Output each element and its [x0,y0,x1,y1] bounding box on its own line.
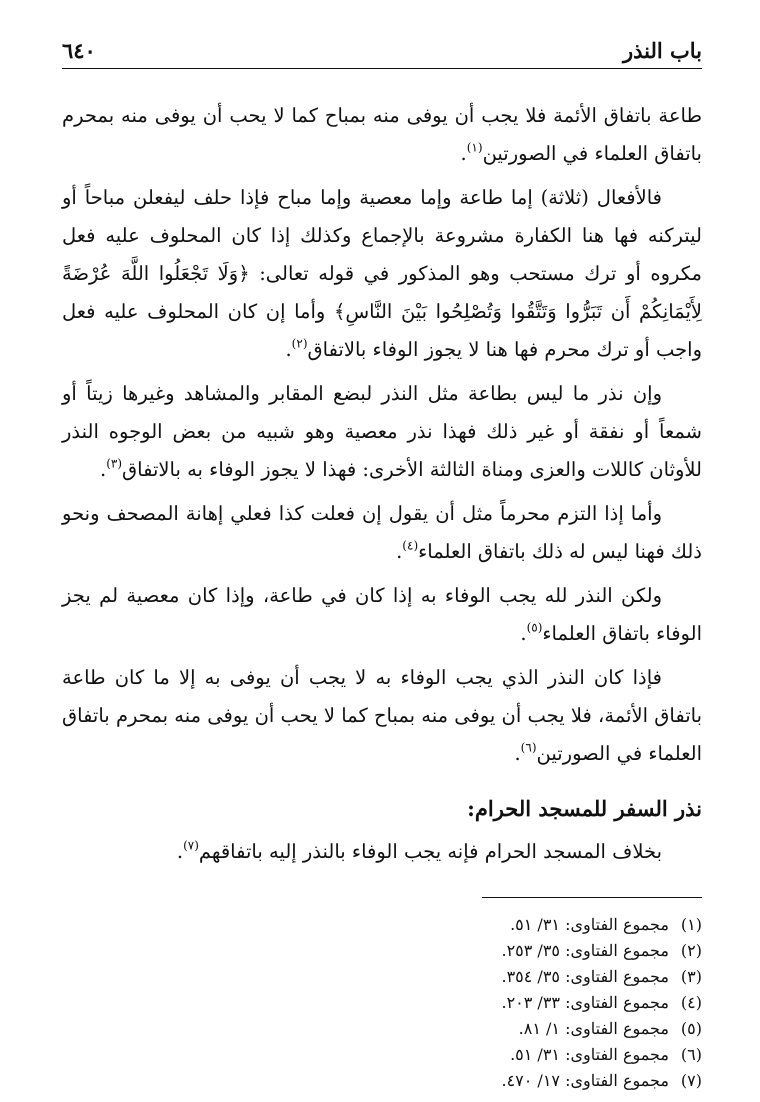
footnote-item [62,990,702,1016]
paragraph-text: فإذا كان النذر الذي يجب الوفاء به لا يجب أن يوفى به إلا ما كان طاعة باتفاق الأئمة، فلا يجب أن يوفى منه بمباح كما لا يحب أن يوفى منه بمحرم باتفاق العلماء في الصورتين [62,666,702,765]
footnote-text: مجموع الفتاوى: ٣٥/ ٢٥٣. [501,941,669,960]
footnote-list [62,912,702,1094]
footnote-text: مجموع الفتاوى: ٣٣/ ٢٠٣. [501,993,669,1012]
footnote-ref[interactable]: (٢) [291,336,308,351]
footnote-ref[interactable]: (٤) [402,538,419,553]
paragraph-text: فالأفعال (ثلاثة) إما طاعة وإما معصية وإما مباح فإذا حلف ليفعلن مباحاً أو ليتركنه فها هنا الكفارة مشروعة بالإجماع وكذلك إذا كان المحلوف عليه فعل مكروه أو ترك مستحب وهو المذكور في قوله تعالى: [62,186,702,285]
section-paragraph [62,833,702,871]
paragraph-6 [62,659,702,773]
paragraph-1 [62,97,702,173]
footnote-number: (٥) [680,1019,702,1038]
paragraph-text: وأما إذا التزم محرماً مثل أن يقول إن فعلت كذا فعلي إهانة المصحف ونحو ذلك فهنا ليس له ذلك باتفاق العلماء [62,502,702,563]
footnote-number: (١) [680,915,702,934]
paragraph-4 [62,495,702,571]
paragraph-text: وإن نذر ما ليس بطاعة مثل النذر لبضع المقابر والمشاهد وغيرها زيتاً أو شمعاً أو نفقة أو غير ذلك فهذا نذر معصية وهو شبيه من بعض الوجوه النذر للأوثان كاللات والعزى ومناة الثالثة الأخرى: فهذا لا يجوز الوفاء به بالاتفاق [62,382,702,481]
paragraph-5 [62,577,702,653]
footnote-separator [482,897,702,898]
paragraph-end: . [176,840,184,863]
page-header [62,34,702,69]
footnote-text: مجموع الفتاوى: ٣١/ ٥١. [510,915,669,934]
paragraph-end: . [99,458,107,481]
paragraph-2 [62,179,702,369]
footnote-number: (٣) [680,967,702,986]
footnote-text: مجموع الفتاوى: ١/ ٨١. [518,1019,669,1038]
paragraph-text: ولكن النذر لله يجب الوفاء به إذا كان في طاعة، وإذا كان معصية لم يجز الوفاء باتفاق العلماء [62,584,702,645]
footnote-ref[interactable]: (٧) [183,838,199,853]
paragraph-end: . [285,338,292,361]
footnote-number: (٢) [680,941,702,960]
footnote-ref[interactable]: (٦) [520,740,537,755]
footnote-ref[interactable]: (٥) [526,620,543,635]
footnote-item [62,1068,702,1094]
footnote-number: (٤) [680,993,702,1012]
footnote-text: مجموع الفتاوى: ٣١/ ٥١. [510,1045,669,1064]
paragraph-end: . [514,742,521,765]
paragraph-end: . [460,142,467,165]
section-heading: نذر السفر للمسجد الحرام: [467,796,702,821]
paragraph-text-continued: وأما إن كان المحلوف عليه فعل واجب أو ترك محرم فها هنا لا يجوز الوفاء بالاتفاق [62,300,702,361]
chapter-title: باب النذر [622,38,702,63]
page-body [62,97,702,1094]
footnote-item [62,964,702,990]
paragraph-end: . [520,622,527,645]
footnote-text: مجموع الفتاوى: ١٧/ ٤٧٠. [501,1071,669,1090]
footnote-number: (٦) [680,1045,702,1064]
paragraph-text: طاعة باتفاق الأئمة فلا يجب أن يوفى منه بمباح كما لا يحب أن يوفى منه بمحرم باتفاق العلماء في الصورتين [62,104,702,165]
paragraph-3 [62,375,702,489]
footnote-item [62,1042,702,1068]
footnote-item [62,912,702,938]
footnote-number: (٧) [680,1071,702,1090]
book-page [62,34,702,1090]
paragraph-end: . [396,540,403,563]
footnote-text: مجموع الفتاوى: ٣٥/ ٣٥٤. [501,967,669,986]
footnote-item [62,1016,702,1042]
quran-verse: ﴿وَلَا تَجْعَلُوا اللَّهَ عُرْضَةً لِأَيْمَانِكُمْ أَن تَبَرُّوا وَتَتَّقُوا وَتُصْلِحُوا بَيْنَ النَّاسِ﴾ [62,262,702,323]
page-number: ٦٤٠ [62,38,96,63]
paragraph-text: بخلاف المسجد الحرام فإنه يجب الوفاء بالنذر إليه باتفاقهم [198,840,662,863]
footnote-item [62,938,702,964]
footnote-ref[interactable]: (٣) [106,456,123,471]
footnote-ref[interactable]: (١) [466,140,483,155]
